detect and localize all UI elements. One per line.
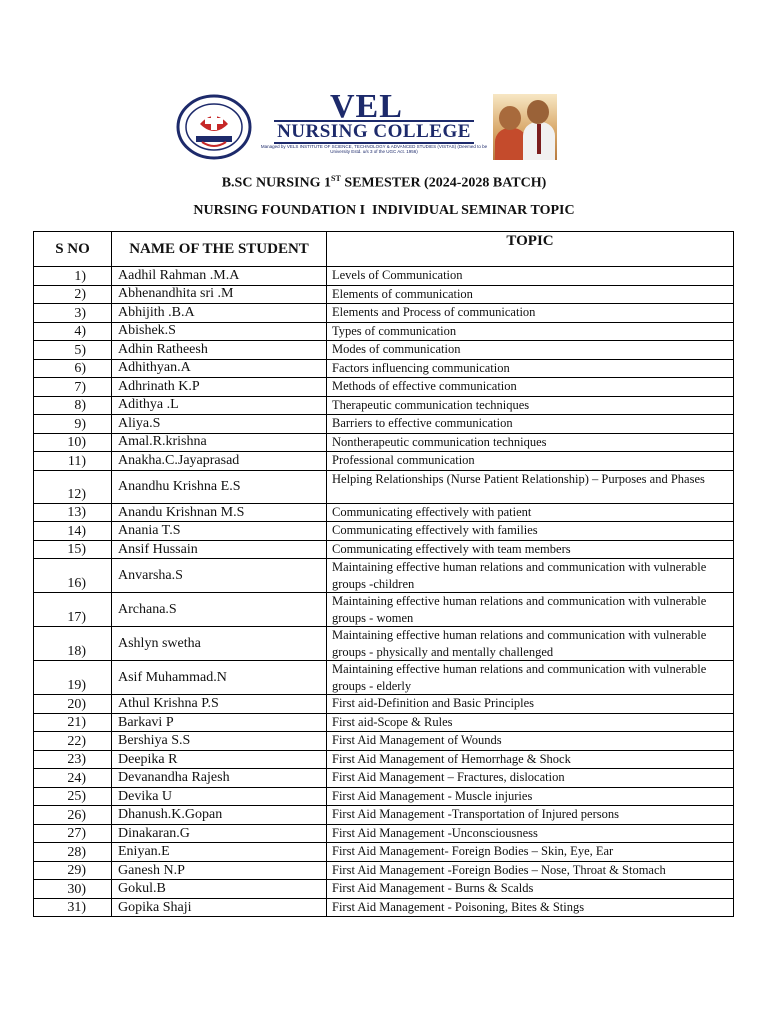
header-sno: S NO (34, 232, 112, 267)
row-student-name: Anandu Krishnan M.S (112, 503, 327, 522)
row-sno: 30) (34, 880, 112, 899)
row-topic: Maintaining effective human relations and communication with vulnerable groups - physically and mentally challenged (327, 627, 734, 661)
table-row (34, 661, 734, 695)
row-topic: Types of communication (327, 322, 734, 341)
row-student-name: Abhijith .B.A (112, 304, 327, 323)
table-row (34, 359, 734, 378)
row-sno: 17) (34, 593, 112, 627)
row-sno: 20) (34, 695, 112, 714)
row-topic: Nontherapeutic communication techniques (327, 433, 734, 452)
row-topic: First Aid Management of Hemorrhage & Shock (327, 750, 734, 769)
table-header-row (34, 232, 734, 267)
row-student-name: Bershiya S.S (112, 732, 327, 751)
row-sno: 2) (34, 285, 112, 304)
table-row (34, 285, 734, 304)
row-topic: Therapeutic communication techniques (327, 396, 734, 415)
row-topic: Communicating effectively with families (327, 522, 734, 541)
college-seal-icon (176, 94, 252, 160)
row-student-name: Barkavi P (112, 713, 327, 732)
row-topic: Methods of effective communication (327, 378, 734, 397)
table-row (34, 304, 734, 323)
row-student-name: Deepika R (112, 750, 327, 769)
row-sno: 16) (34, 559, 112, 593)
table-row (34, 695, 734, 714)
document-title: B.SC NURSING 1ST SEMESTER (2024-2028 BATCH) (221, 174, 547, 191)
row-sno: 7) (34, 378, 112, 397)
row-sno: 3) (34, 304, 112, 323)
table-row (34, 378, 734, 397)
row-sno: 8) (34, 396, 112, 415)
table-row (34, 880, 734, 899)
row-sno: 26) (34, 806, 112, 825)
row-topic: First Aid Management- Foreign Bodies – Skin, Eye, Ear (327, 843, 734, 862)
table-row (34, 470, 734, 503)
row-sno: 25) (34, 787, 112, 806)
row-student-name: Dinakaran.G (112, 824, 327, 843)
table-row (34, 341, 734, 360)
row-student-name: Anakha.C.Jayaprasad (112, 452, 327, 471)
seminar-topic-table (33, 231, 734, 917)
table-row (34, 452, 734, 471)
table-row (34, 898, 734, 917)
row-topic: Factors influencing communication (327, 359, 734, 378)
header-student-name: NAME OF THE STUDENT (112, 232, 327, 267)
row-student-name: Anvarsha.S (112, 559, 327, 593)
row-sno: 10) (34, 433, 112, 452)
row-sno: 24) (34, 769, 112, 788)
row-topic: Maintaining effective human relations and communication with vulnerable groups -children (327, 559, 734, 593)
row-topic: Modes of communication (327, 341, 734, 360)
row-sno: 31) (34, 898, 112, 917)
row-sno: 22) (34, 732, 112, 751)
row-topic: Maintaining effective human relations and communication with vulnerable groups - women (327, 593, 734, 627)
header-topic: TOPIC (327, 232, 734, 267)
row-sno: 23) (34, 750, 112, 769)
row-student-name: Asif Muhammad.N (112, 661, 327, 695)
row-topic: Maintaining effective human relations and communication with vulnerable groups - elderly (327, 661, 734, 695)
row-student-name: Anania T.S (112, 522, 327, 541)
row-student-name: Gopika Shaji (112, 898, 327, 917)
table-row (34, 627, 734, 661)
row-topic: Elements and Process of communication (327, 304, 734, 323)
table-row (34, 559, 734, 593)
logo-managed-text: Managed by VELS INSTITUTE OF SCIENCE, TECHNOLOGY & ADVANCED STUDIES (VISTAS) (Deemed to be University Estd. u/s 3 of the UGC Act. 1956) (260, 144, 488, 154)
row-student-name: Dhanush.K.Gopan (112, 806, 327, 825)
founders-photo (493, 94, 557, 160)
row-student-name: Aliya.S (112, 415, 327, 434)
row-topic: First Aid Management - Muscle injuries (327, 787, 734, 806)
row-topic: First Aid Management - Burns & Scalds (327, 880, 734, 899)
row-sno: 29) (34, 861, 112, 880)
row-topic: Levels of Communication (327, 267, 734, 286)
document-subtitle: NURSING FOUNDATION I INDIVIDUAL SEMINAR TOPIC (193, 203, 575, 218)
row-sno: 21) (34, 713, 112, 732)
row-topic: Communicating effectively with team members (327, 540, 734, 559)
row-sno: 19) (34, 661, 112, 695)
row-student-name: Adhin Ratheesh (112, 341, 327, 360)
row-topic: First Aid Management -Unconsciousness (327, 824, 734, 843)
row-topic: Professional communication (327, 452, 734, 471)
row-sno: 13) (34, 503, 112, 522)
row-student-name: Anandhu Krishna E.S (112, 470, 327, 503)
row-student-name: Athul Krishna P.S (112, 695, 327, 714)
row-sno: 1) (34, 267, 112, 286)
row-topic: Helping Relationships (Nurse Patient Relationship) – Purposes and Phases (327, 470, 734, 503)
row-sno: 27) (34, 824, 112, 843)
table-row (34, 824, 734, 843)
row-sno: 6) (34, 359, 112, 378)
row-student-name: Aadhil Rahman .M.A (112, 267, 327, 286)
table-row (34, 769, 734, 788)
table-row (34, 396, 734, 415)
college-logo-banner (176, 88, 560, 162)
row-sno: 12) (34, 470, 112, 503)
row-topic: First aid-Scope & Rules (327, 713, 734, 732)
row-sno: 5) (34, 341, 112, 360)
row-topic: First Aid Management – Fractures, dislocation (327, 769, 734, 788)
row-topic: First aid-Definition and Basic Principles (327, 695, 734, 714)
row-topic: Barriers to effective communication (327, 415, 734, 434)
row-student-name: Ansif Hussain (112, 540, 327, 559)
table-row (34, 322, 734, 341)
logo-vel-text: VEL (330, 88, 403, 125)
row-student-name: Archana.S (112, 593, 327, 627)
table-row (34, 433, 734, 452)
row-student-name: Abhenandhita sri .M (112, 285, 327, 304)
row-topic: First Aid Management - Poisoning, Bites & Stings (327, 898, 734, 917)
table-row (34, 713, 734, 732)
table-row (34, 267, 734, 286)
row-sno: 14) (34, 522, 112, 541)
row-student-name: Abishek.S (112, 322, 327, 341)
table-row (34, 732, 734, 751)
row-student-name: Eniyan.E (112, 843, 327, 862)
row-sno: 4) (34, 322, 112, 341)
row-student-name: Adhrinath K.P (112, 378, 327, 397)
row-student-name: Ganesh N.P (112, 861, 327, 880)
row-topic: First Aid Management of Wounds (327, 732, 734, 751)
row-student-name: Amal.R.krishna (112, 433, 327, 452)
table-row (34, 843, 734, 862)
row-sno: 15) (34, 540, 112, 559)
row-student-name: Ashlyn swetha (112, 627, 327, 661)
table-row (34, 787, 734, 806)
row-sno: 11) (34, 452, 112, 471)
row-topic: Elements of communication (327, 285, 734, 304)
logo-college-text: NURSING COLLEGE (274, 120, 474, 144)
row-student-name: Gokul.B (112, 880, 327, 899)
table-row (34, 415, 734, 434)
row-sno: 18) (34, 627, 112, 661)
row-student-name: Devika U (112, 787, 327, 806)
table-row (34, 540, 734, 559)
row-topic: First Aid Management -Transportation of Injured persons (327, 806, 734, 825)
table-row (34, 861, 734, 880)
table-row (34, 503, 734, 522)
row-student-name: Devanandha Rajesh (112, 769, 327, 788)
table-row (34, 750, 734, 769)
row-topic: First Aid Management -Foreign Bodies – Nose, Throat & Stomach (327, 861, 734, 880)
table-row (34, 522, 734, 541)
table-row (34, 806, 734, 825)
row-sno: 28) (34, 843, 112, 862)
row-student-name: Adhithyan.A (112, 359, 327, 378)
table-row (34, 593, 734, 627)
row-student-name: Adithya .L (112, 396, 327, 415)
row-topic: Communicating effectively with patient (327, 503, 734, 522)
row-sno: 9) (34, 415, 112, 434)
